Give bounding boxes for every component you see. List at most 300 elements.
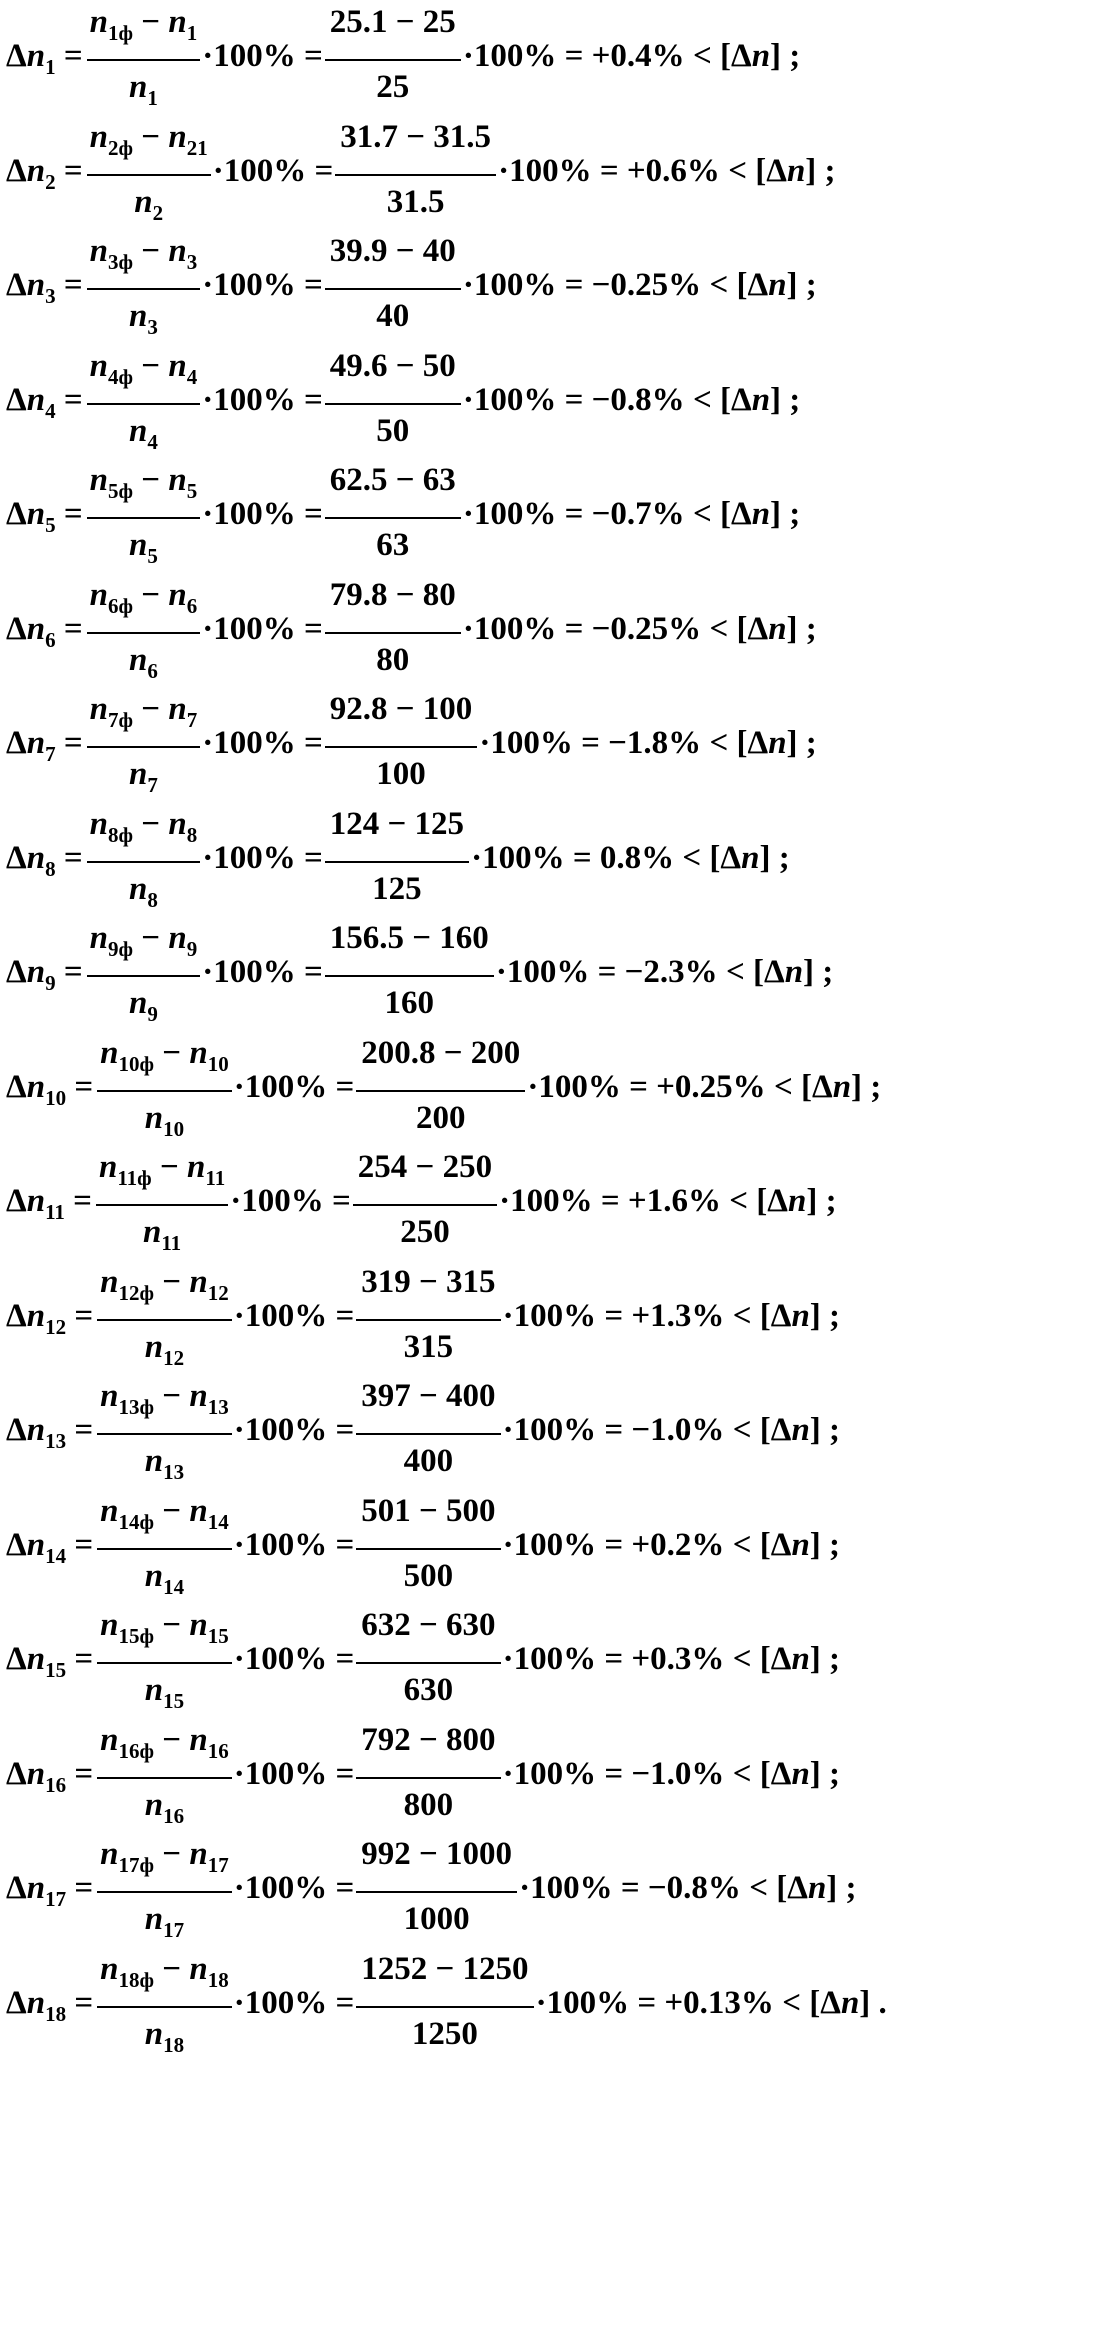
numeric-denominator: 50 [376, 412, 410, 449]
denominator-variable [128, 756, 158, 797]
equation-row [0, 1260, 1100, 1374]
allowed-deviation: Δn [747, 610, 787, 647]
denominator-variable-var: n [144, 1557, 164, 1594]
denominator-variable-sub: 14 [163, 1574, 185, 1599]
denominator-variable [134, 183, 164, 225]
numerator-measured [98, 1149, 152, 1190]
numerator-measured [100, 1721, 155, 1763]
percent-factor: ·100% = [233, 1641, 355, 1677]
delta-symbol: Δ [6, 954, 27, 990]
numeric-numerator: 124 − 125 [329, 805, 465, 842]
fraction-bar [356, 1548, 500, 1550]
closing-bracket: ] ; [786, 267, 817, 303]
fraction-bar [97, 1548, 232, 1550]
fraction-bar [97, 1662, 232, 1664]
equation-lhs [6, 498, 83, 536]
symbolic-numerator [97, 1721, 232, 1763]
equation-lhs [6, 1643, 93, 1681]
equation-lhs [6, 727, 83, 765]
fraction-bar [97, 1090, 232, 1092]
minus-sign: − [133, 118, 169, 155]
allowed-deviation-var: n [741, 839, 760, 876]
percent-factor: ·100% = [499, 1183, 628, 1219]
less-than: < [ [701, 725, 748, 761]
numeric-denominator: 200 [416, 1099, 466, 1136]
numeric-numerator: 62.5 − 63 [329, 462, 456, 498]
equation-row [0, 687, 1100, 801]
lhs-variable-sub: 14 [45, 1543, 67, 1568]
fraction-bar [97, 2006, 232, 2008]
equation-lhs [6, 1872, 93, 1910]
denominator-variable-var: n [142, 1214, 162, 1250]
denominator-variable [144, 1672, 185, 1713]
allowed-deviation: Δn [770, 1297, 810, 1334]
numeric-numerator: 49.6 − 50 [329, 347, 456, 384]
lhs-variable [26, 38, 56, 79]
equation-result [463, 40, 800, 73]
allowed-deviation: Δn [820, 1984, 860, 2021]
percent-factor: ·100% = [233, 1984, 355, 2021]
numerator-measured [100, 1034, 155, 1076]
numerator-measured [100, 1836, 155, 1877]
lhs-variable-var: n [26, 38, 46, 74]
numerator-measured-sub: 3ф [107, 250, 134, 274]
percent-factor: ·100% = [230, 1183, 351, 1219]
percent-factor: ·100% = [495, 954, 625, 990]
closing-bracket: ] ; [786, 610, 817, 647]
lhs-variable-var: n [26, 1870, 46, 1906]
denominator-variable-sub: 17 [163, 1918, 185, 1942]
percent-factor: ·100% = [202, 496, 323, 532]
denominator-variable-sub: 12 [163, 1345, 185, 1370]
deviation-value: +0.6% [626, 152, 720, 189]
lhs-variable-sub: 1 [45, 55, 56, 79]
allowed-deviation: Δn [747, 725, 787, 761]
allowed-deviation: Δn [767, 1183, 807, 1219]
allowed-deviation-var: n [791, 1412, 810, 1448]
lhs-variable-sub: 3 [45, 284, 56, 308]
denominator-variable-var: n [144, 1672, 164, 1708]
delta-symbol: Δ [6, 267, 27, 303]
lhs-variable-sub: 5 [45, 513, 56, 537]
lhs-variable-var: n [26, 1183, 46, 1219]
lhs-variable [26, 1870, 67, 1911]
denominator-variable-var: n [144, 1786, 164, 1823]
symbolic-denominator [97, 1674, 232, 1712]
symbolic-denominator [87, 641, 201, 683]
less-than: < [ [724, 1526, 771, 1563]
numerator-nominal [168, 920, 198, 961]
symbolic-denominator [97, 1557, 232, 1599]
fraction-bar [87, 746, 201, 748]
numerator-measured-sub: 12ф [118, 1280, 155, 1305]
equals-sign: = [64, 1183, 92, 1219]
minus-sign: − [133, 462, 169, 498]
allowed-deviation-var: n [751, 38, 771, 74]
numerator-nominal-var: n [189, 1950, 208, 1987]
percent-factor: ·100% = [212, 152, 334, 189]
closing-bracket: ] ; [759, 839, 790, 876]
symbolic-denominator [87, 71, 201, 109]
minus-sign: − [151, 1149, 188, 1185]
numerator-measured [89, 4, 134, 45]
less-than: < [ [724, 1412, 771, 1448]
numerator-nominal-var: n [189, 1378, 208, 1414]
deviation-value: −0.8% [591, 381, 685, 418]
percent-factor: ·100% = [535, 1984, 665, 2021]
equation-row [0, 1947, 1100, 2061]
equation-row [0, 344, 1100, 458]
allowed-deviation-var: n [840, 1984, 860, 2021]
numerator-measured-sub: 18ф [118, 1967, 155, 1992]
equals-sign: = [66, 1412, 94, 1448]
delta-symbol: Δ [6, 1984, 27, 2021]
numerator-nominal [189, 1263, 229, 1305]
numerator-measured-sub: 8ф [107, 822, 134, 847]
numerator-measured-var: n [100, 1950, 119, 1987]
allowed-deviation: Δn [730, 381, 771, 418]
lhs-variable-var: n [26, 725, 46, 761]
numerator-measured-sub: 4ф [107, 364, 134, 389]
delta-symbol: Δ [6, 1755, 27, 1792]
numerator-measured-var: n [100, 1607, 119, 1643]
equation-result [503, 1414, 840, 1447]
numerator-nominal [189, 1492, 229, 1534]
denominator-variable-sub: 9 [147, 1002, 158, 1026]
fraction-bar [325, 288, 461, 290]
lhs-variable-sub: 11 [45, 1200, 65, 1224]
numerator-nominal-sub: 9 [186, 937, 198, 961]
numerator-nominal-var: n [168, 233, 187, 269]
minus-sign: − [154, 1950, 190, 1987]
less-than: < [ [701, 610, 748, 647]
symbolic-numerator [87, 576, 201, 618]
equation-lhs [6, 839, 83, 881]
numerator-nominal-var: n [168, 347, 187, 384]
numerator-measured-var: n [89, 920, 108, 956]
numeric-denominator: 315 [403, 1328, 454, 1365]
lhs-variable-var: n [26, 1641, 46, 1677]
percent-factor: ·100% = [519, 1870, 648, 1906]
equation-lhs [6, 610, 83, 652]
fraction-bar [325, 517, 461, 519]
lhs-variable-var: n [26, 1297, 46, 1334]
numerator-measured-sub: 17ф [118, 1853, 155, 1877]
fraction-bar [325, 403, 461, 405]
numerator-measured [89, 691, 134, 732]
numerator-nominal-sub: 17 [207, 1853, 229, 1877]
delta-symbol: Δ [6, 1870, 27, 1906]
fraction-bar [97, 1891, 232, 1893]
delta-symbol: Δ [6, 38, 27, 74]
fraction-bar [356, 1319, 500, 1321]
denominator-variable-sub: 15 [163, 1689, 185, 1713]
percent-factor: ·100% = [202, 38, 323, 74]
allowed-deviation-var: n [791, 1526, 810, 1563]
numerator-measured-var: n [89, 347, 108, 384]
numeric-numerator: 397 − 400 [361, 1378, 496, 1414]
lhs-variable [26, 496, 56, 537]
symbolic-denominator [97, 1903, 232, 1941]
numerator-nominal-sub: 10 [207, 1051, 229, 1076]
numeric-numerator: 39.9 − 40 [329, 233, 456, 269]
equals-sign: = [55, 954, 83, 990]
lhs-variable-var: n [26, 267, 46, 303]
symbolic-numerator [87, 118, 211, 160]
numerator-nominal [168, 118, 208, 160]
numeric-denominator: 160 [384, 985, 435, 1021]
lhs-variable-var: n [26, 1984, 46, 2021]
denominator-variable [128, 412, 158, 454]
deviation-value: +0.3% [631, 1641, 725, 1677]
equation-result [462, 381, 801, 418]
denominator-variable [144, 1328, 185, 1370]
numerator-measured-sub: 11ф [117, 1166, 152, 1190]
numeric-denominator: 400 [403, 1443, 454, 1479]
equation-lhs [6, 40, 83, 78]
numerator-measured-var: n [89, 4, 108, 40]
less-than: < [ [740, 1870, 788, 1906]
denominator-variable-var: n [144, 1099, 164, 1136]
symbolic-numerator [87, 805, 201, 847]
numerator-nominal [189, 1836, 229, 1877]
denominator-variable [144, 1099, 185, 1141]
less-than: < [ [724, 1641, 771, 1677]
equation-lhs [6, 381, 83, 423]
lhs-variable [26, 839, 56, 881]
closing-bracket: ] . [859, 1984, 887, 2021]
equation-lhs [6, 269, 83, 307]
equals-sign: = [55, 839, 83, 876]
numerator-nominal [168, 805, 198, 847]
numerator-nominal-var: n [168, 920, 187, 956]
minus-sign: − [133, 691, 169, 727]
denominator-variable [144, 2015, 185, 2057]
deviation-value: −1.0% [631, 1412, 725, 1448]
fraction-bar [353, 1204, 497, 1206]
numerator-measured-var: n [100, 1721, 119, 1758]
numerator-measured-var: n [100, 1378, 119, 1414]
closing-bracket: ] ; [809, 1755, 841, 1792]
fraction-bar [356, 1662, 500, 1664]
numerator-measured-sub: 1ф [107, 21, 134, 45]
deviation-value: +0.2% [631, 1526, 725, 1563]
numeric-denominator: 40 [376, 298, 410, 334]
numerator-nominal [189, 1950, 229, 1992]
delta-symbol: Δ [6, 1641, 27, 1677]
denominator-variable-sub: 10 [163, 1116, 185, 1141]
numeric-denominator: 800 [403, 1786, 454, 1823]
numeric-denominator: 63 [376, 527, 410, 563]
fraction-bar [356, 1777, 500, 1779]
allowed-deviation-var: n [786, 152, 806, 189]
equation-lhs [6, 1755, 94, 1797]
symbolic-numerator [87, 464, 201, 502]
symbolic-denominator [96, 1216, 228, 1254]
delta-symbol: Δ [6, 1526, 27, 1563]
numerator-measured [89, 805, 134, 847]
fraction-bar [96, 1204, 228, 1206]
equation-lhs [6, 1984, 94, 2026]
numeric-denominator: 100 [376, 756, 426, 792]
fraction-bar [356, 2006, 533, 2008]
lhs-variable [26, 1297, 67, 1339]
numeric-numerator: 632 − 630 [361, 1607, 496, 1643]
allowed-deviation: Δn [730, 38, 771, 74]
delta-symbol: Δ [6, 1068, 27, 1105]
minus-sign: − [154, 1263, 190, 1300]
numerator-nominal-sub: 18 [207, 1967, 229, 1992]
lhs-variable [26, 1068, 67, 1110]
allowed-deviation: Δn [811, 1068, 852, 1105]
percent-factor: ·100% = [462, 610, 592, 647]
numerator-nominal [189, 1721, 229, 1763]
numerator-nominal-sub: 4 [186, 364, 198, 389]
denominator-variable-var: n [128, 641, 148, 678]
fraction-bar [97, 1319, 232, 1321]
denominator-variable-var: n [128, 412, 148, 449]
symbolic-denominator [87, 987, 201, 1025]
percent-factor: ·100% = [202, 954, 323, 990]
numerator-measured-sub: 15ф [118, 1624, 155, 1648]
closing-bracket: ] ; [826, 1870, 857, 1906]
numeric-denominator: 80 [376, 641, 410, 678]
denominator-variable-var: n [144, 1901, 164, 1937]
allowed-deviation: Δn [787, 1870, 827, 1906]
equals-sign: = [55, 267, 83, 303]
symbolic-denominator [87, 412, 201, 454]
percent-factor: ·100% = [502, 1297, 632, 1334]
minus-sign: − [154, 1034, 190, 1071]
equals-sign: = [66, 1984, 94, 2021]
minus-sign: − [154, 1721, 190, 1758]
equation-result [502, 1526, 841, 1563]
fraction-bar [87, 632, 201, 634]
symbolic-numerator [87, 6, 201, 44]
numerator-nominal-sub: 14 [207, 1509, 229, 1534]
fraction-bar [87, 517, 201, 519]
lhs-variable [26, 1412, 67, 1453]
symbolic-numerator [97, 1380, 232, 1418]
minus-sign: − [133, 233, 169, 269]
equation-lhs [6, 1414, 93, 1452]
numerator-measured-sub: 14ф [118, 1509, 155, 1534]
delta-symbol: Δ [6, 381, 27, 418]
denominator-variable [144, 1901, 185, 1942]
allowed-deviation-var: n [751, 496, 771, 532]
numerator-nominal-var: n [189, 1836, 208, 1872]
denominator-variable-sub: 13 [163, 1460, 185, 1484]
fraction-bar [325, 861, 469, 863]
equation-result [496, 956, 833, 989]
less-than: < [ [684, 38, 731, 74]
denominator-variable-sub: 2 [152, 200, 164, 225]
percent-factor: ·100% = [233, 1870, 355, 1906]
equals-sign: = [55, 381, 83, 418]
equation-row [0, 458, 1100, 572]
numeric-numerator: 156.5 − 160 [329, 920, 489, 956]
symbolic-numerator [97, 1950, 232, 1992]
symbolic-denominator [97, 2015, 232, 2057]
numerator-measured [89, 347, 134, 389]
percent-factor: ·100% = [502, 1412, 632, 1448]
numerator-measured-sub: 13ф [118, 1395, 155, 1419]
symbolic-numerator [87, 235, 201, 273]
lhs-variable-sub: 18 [45, 2001, 67, 2026]
delta-symbol: Δ [6, 1183, 27, 1219]
numerator-measured-var: n [100, 1263, 119, 1300]
less-than: < [ [720, 1183, 768, 1219]
denominator-variable [128, 870, 158, 912]
lhs-variable [26, 1984, 67, 2026]
numerator-measured-var: n [89, 233, 108, 269]
symbolic-denominator [87, 758, 201, 796]
lhs-variable-var: n [26, 610, 46, 647]
symbolic-numerator [87, 347, 201, 389]
numeric-numerator: 792 − 800 [361, 1721, 496, 1758]
numerator-measured-sub: 6ф [107, 593, 134, 618]
denominator-variable [128, 985, 158, 1026]
numeric-numerator: 992 − 1000 [361, 1836, 513, 1872]
numerator-nominal-var: n [189, 1721, 208, 1758]
numeric-denominator: 630 [403, 1672, 454, 1708]
lhs-variable [26, 725, 56, 766]
deviation-value: +0.13% [664, 1984, 774, 2021]
percent-factor: ·100% = [498, 152, 627, 189]
equation-lhs [6, 152, 83, 194]
numerator-measured-sub: 10ф [118, 1051, 155, 1076]
numeric-denominator: 500 [403, 1557, 454, 1594]
equation-row [0, 1603, 1100, 1717]
deviation-value: +1.6% [627, 1183, 721, 1219]
fraction-bar [87, 403, 201, 405]
symbolic-numerator [97, 1609, 232, 1647]
lhs-variable-var: n [26, 839, 46, 876]
equation-row [0, 1718, 1100, 1832]
numeric-denominator: 125 [372, 870, 422, 907]
equals-sign: = [55, 152, 83, 189]
minus-sign: − [154, 1836, 190, 1872]
lhs-variable [26, 610, 56, 652]
closing-bracket: ] ; [809, 1297, 841, 1334]
equation-row [0, 573, 1100, 687]
percent-factor: ·100% = [233, 1755, 355, 1792]
numerator-measured-var: n [100, 1034, 119, 1071]
numerator-nominal-var: n [168, 118, 187, 155]
closing-bracket: ] ; [805, 152, 836, 189]
less-than: < [ [684, 381, 731, 418]
equals-sign: = [66, 1755, 94, 1792]
equation-row [0, 229, 1100, 343]
delta-symbol: Δ [6, 725, 27, 761]
equals-sign: = [55, 725, 83, 761]
lhs-variable [26, 1755, 67, 1797]
lhs-variable-var: n [26, 152, 46, 189]
fraction-bar [356, 1433, 500, 1435]
minus-sign: − [154, 1607, 190, 1643]
numerator-nominal-sub: 6 [186, 593, 198, 618]
closing-bracket: ] ; [770, 496, 801, 532]
numerator-nominal-sub: 16 [207, 1738, 229, 1763]
numerator-nominal-sub: 21 [186, 135, 208, 160]
denominator-variable [128, 641, 158, 683]
numerator-nominal-var: n [187, 1149, 206, 1185]
allowed-deviation: Δn [763, 954, 804, 990]
numerator-measured-var: n [89, 576, 108, 613]
denominator-variable [128, 298, 158, 339]
numerator-nominal [168, 347, 198, 389]
numerator-measured [100, 1950, 155, 1992]
